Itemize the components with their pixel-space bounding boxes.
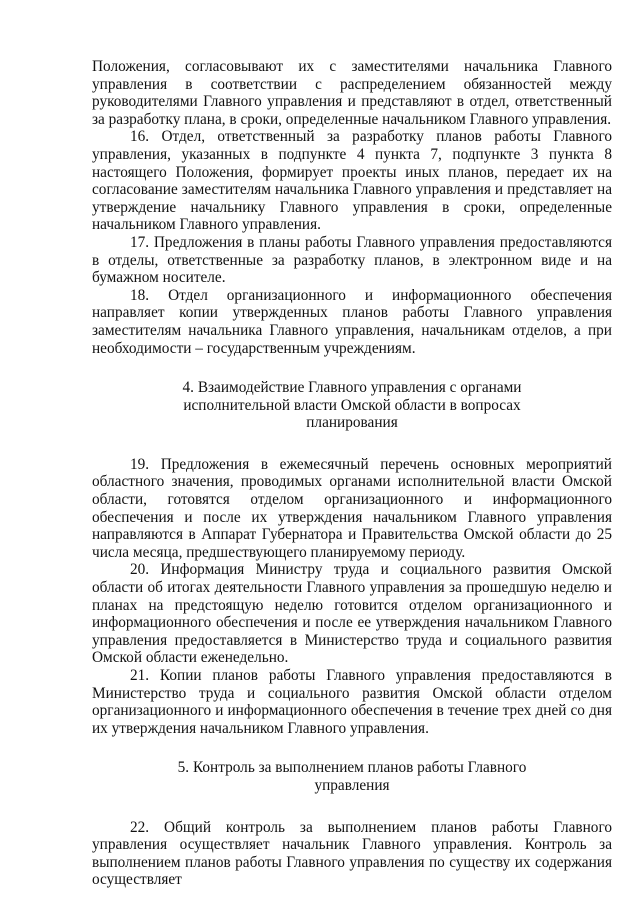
paragraph-20: 20. Информация Министру труда и социального развития Омской области об итогах деятельности Главного управления за прошедшую неделю и планах на предстоящую неделю готовится отделом организационного и информационного обеспечения и после ее утверждения начальником Главного управления предоставляется в Министерство труда и социального развития Омской области еженедельно. <box>92 561 612 667</box>
paragraph-17: 17. Предложения в планы работы Главного управления предоставляются в отделы, ответственные за разработку планов, в электронном виде и на бумажном носителе. <box>92 233 612 287</box>
paragraph-21: 21. Копии планов работы Главного управления предоставляются в Министерство труда и социального развития Омской области отделом организационного и информационного обеспечения в течение трех дней со дня их утверждения начальником Главного управления. <box>92 667 612 737</box>
section-5-heading: 5. Контроль за выполнением планов работы Главного управления <box>177 759 527 794</box>
paragraph-22: 22. Общий контроль за выполнением планов работы Главного управления осуществляет начальник Главного управления. Контроль за выполнением планов работы Главного управления по существу их содержания осуществляет <box>92 818 612 889</box>
paragraph-19: 19. Предложения в ежемесячный перечень основных мероприятий областного значения, проводимых органами исполнительной власти Омской области, готовятся отделом организационного и информационного обеспечения и после их утверждения начальником Главного управления направляются в Аппарат Губернатора и Правительства Омской области до 25 числа месяца, предшествующего планируемому периоду. <box>92 455 612 561</box>
section-4-heading: 4. Взаимодействие Главного управления с органами исполнительной власти Омской области в вопросах планирования <box>182 379 522 432</box>
paragraph-15-continuation: Положения, согласовывают их с заместителями начальника Главного управления в соответствии с распределением обязанностей между руководителями Главного управления и представляют в отдел, ответственный за разработку плана, в сроки, определенные начальником Главного управления. <box>92 58 612 128</box>
spacer <box>92 795 612 819</box>
spacer <box>92 432 612 456</box>
spacer <box>92 357 612 379</box>
paragraph-16: 16. Отдел, ответственный за разработку планов работы Главного управления, указанных в подпункте 4 пункта 7, подпункте 3 пункта 8 настоящего Положения, формирует проекты иных планов, передает их на согласование заместителям начальника Главного управления и представляет на утверждение начальнику Главного управления в сроки, определенные начальником Главного управления. <box>92 128 612 234</box>
document-page <box>92 58 612 889</box>
paragraph-18: 18. Отдел организационного и информационного обеспечения направляет копии утвержденных планов работы Главного управления заместителям начальника Главного управления, начальникам отделов, а при необходимости – государственным учреждениям. <box>92 286 612 357</box>
spacer <box>92 737 612 759</box>
